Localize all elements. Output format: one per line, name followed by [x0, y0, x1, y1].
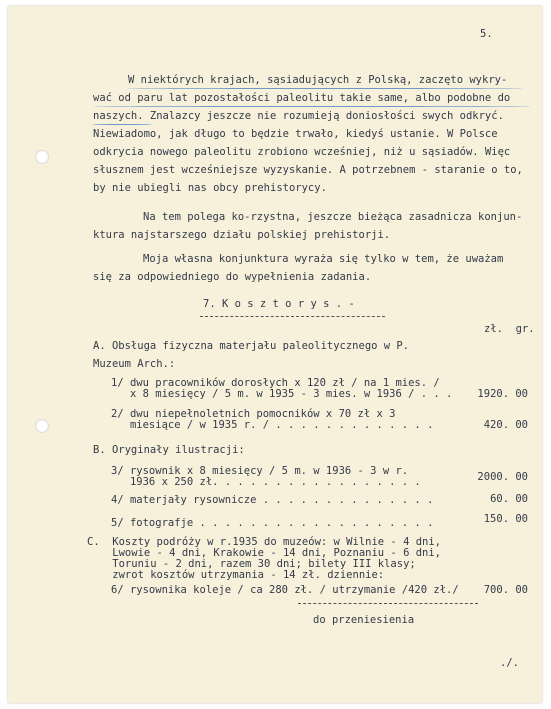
- item-line: 6/ rysownika koleje / ca 280 zł. / utrzymanie /420 zł./: [111, 584, 459, 596]
- paragraph-line: wać od paru lat pozostałości paleolitu takie same, albo podobne do: [93, 92, 511, 104]
- item-amount: 1920. 00: [477, 388, 528, 400]
- pen-underline: [92, 124, 152, 125]
- paragraph-line: ktura najstarszego działu polskiej prehistorji.: [93, 229, 391, 241]
- item-line: miesiące / w 1935 r. / . . . . . . . . . . . . .: [111, 419, 434, 431]
- paragraph-line: Moja własna konjunktura wyraża się tylko w tem, że uważam: [143, 253, 504, 265]
- item-line: 1/ dwu pracowników dorosłych x 120 zł / na 1 mies. /: [111, 377, 440, 389]
- paragraph-line: W niektórych krajach, sąsiadujących z Polską, zaczęto wykry-: [128, 74, 508, 86]
- currency-header: zł. gr.: [484, 323, 535, 335]
- paragraph-line: się za odpowiedniego do wypełnienia zadania.: [93, 271, 372, 283]
- pen-underline: [126, 88, 524, 89]
- section-c-line: zwrot kosztów utrzymania - 14 zł. dziennie:: [87, 569, 385, 581]
- document-page: [8, 6, 542, 703]
- carry-over-label: do przeniesienia: [313, 614, 415, 626]
- section-b-heading: B. Oryginały ilustracji:: [93, 444, 245, 456]
- section-c-line: Toruniu - 2 dni, razem 30 dni; bilety III klasy;: [87, 558, 416, 570]
- section-a-heading: Muzeum Arch.:: [93, 358, 176, 370]
- item-amount: 2000. 00: [477, 471, 528, 483]
- section-a-heading: A. Obsługa fizyczna materjału paleolitycznego w P.: [93, 340, 410, 352]
- item-amount: 700. 00: [483, 584, 528, 596]
- punch-hole: [35, 419, 49, 433]
- item-line: 3/ rysownik x 8 miesięcy / 5 m. w 1936 - 3 w r.: [111, 465, 409, 477]
- item-line: 4/ materjały rysownicze . . . . . . . . . . . . . .: [111, 494, 434, 506]
- item-line: 5/ fotografje . . . . . . . . . . . . . . . . . . .: [111, 517, 434, 529]
- section-title: 7. K o s z t o r y s . -: [203, 298, 355, 310]
- item-amount: 60. 00: [490, 493, 528, 505]
- section-c-line: C. Koszty podróży w r.1935 do muzeów: w Wilnie - 4 dni,: [87, 536, 442, 548]
- pen-underline: [92, 106, 532, 107]
- paragraph-line: naszych. Znalazcy jeszcze nie rozumieją doniosłości swych odkryć.: [93, 110, 504, 122]
- item-line: 1936 x 250 zł. . . . . . . . . . . . . . . . .: [111, 476, 421, 488]
- total-rule: [298, 603, 478, 604]
- paragraph-line: Niewiadomo, jak długo to będzie trwało, kiedyś ustanie. W Polsce: [93, 128, 498, 140]
- page-number: 5.: [480, 28, 493, 40]
- paragraph-line: by nie ubiegli nas obcy prehistorycy.: [93, 182, 327, 194]
- paragraph-line: słusznem jest wcześniejsze wyzyskanie. A potrzebnem - staranie o to,: [93, 164, 523, 176]
- continuation-mark: ./.: [500, 657, 519, 669]
- paragraph-line: odkrycia nowego paleolitu zrobiono wcześniej, niż u sąsiadów. Więc: [93, 146, 511, 158]
- item-amount: 420. 00: [483, 419, 528, 431]
- paragraph-line: Na tem polega ko-rzystna, jeszcze bieżąca zasadnicza konjun-: [143, 211, 523, 223]
- title-underline: [200, 316, 385, 317]
- item-line: 2/ dwu niepełnoletnich pomocników x 70 zł x 3: [111, 408, 396, 420]
- punch-hole: [35, 150, 49, 164]
- section-c-line: Lwowie - 4 dni, Krakowie - 14 dni, Poznaniu - 6 dni,: [87, 547, 442, 559]
- item-amount: 150. 00: [483, 513, 528, 525]
- item-line: x 8 miesięcy / 5 m. w 1935 - 3 mies. w 1936 / . . .: [111, 388, 453, 400]
